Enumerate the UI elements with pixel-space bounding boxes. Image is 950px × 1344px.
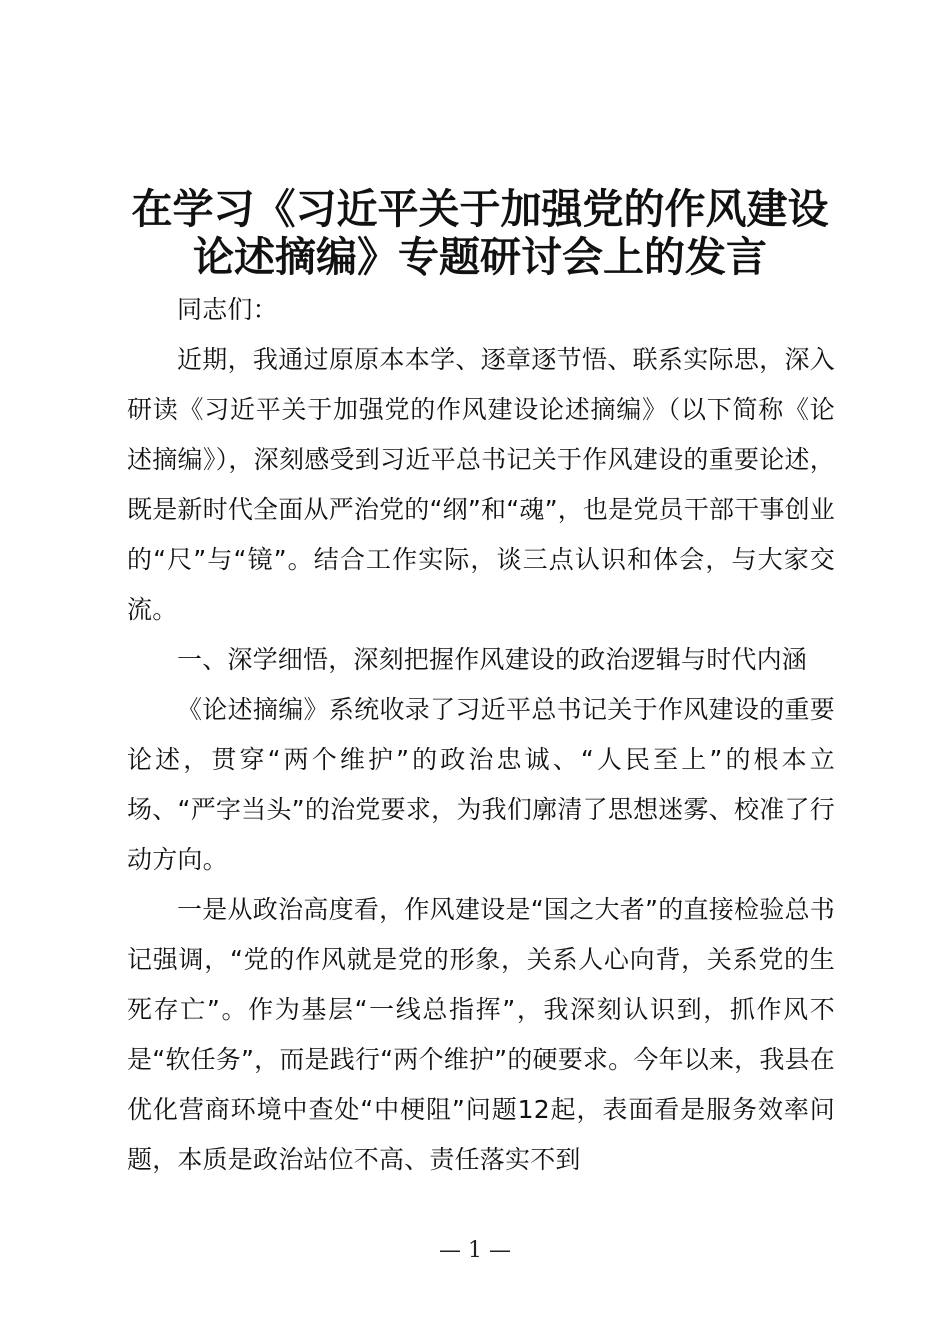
- section-heading-1: 一、深学细悟，深刻把握作风建设的政治逻辑与时代内涵: [177, 645, 808, 674]
- document-title-line-2: 论述摘编》专题研讨会上的发言: [193, 233, 767, 281]
- paragraph-intro: 近期，我通过原原本本学、逐章逐节悟、联系实际思，深入研读《习近平关于加强党的作风建设论述摘编》（以下简称《论述摘编》），深刻感受到习近平总书记关于作风建设的重要论述，既是新时代全面从严治党的“纲”和“魂”，也是党员干部干事创业的“尺”与“镜”。结合工作实际，谈三点认识和体会，与大家交流。: [127, 345, 835, 624]
- salutation: 同志们：: [177, 295, 278, 324]
- document-body: [127, 285, 835, 1185]
- paragraph-section-1: 《论述摘编》系统收录了习近平总书记关于作风建设的重要论述，贯穿“两个维护”的政治忠诚、“人民至上”的根本立场、“严字当头”的治党要求，为我们廓清了思想迷雾、校准了行动方向。: [127, 695, 835, 874]
- page-number: — 1 —: [439, 1238, 511, 1263]
- paragraph-point-1: 一是从政治高度看，作风建设是“国之大者”的直接检验总书记强调，“党的作风就是党的形象，关系人心向背，关系党的生死存亡”。作为基层“一线总指挥”，我深刻认识到，抓作风不是“软任务”，而是践行“两个维护”的硬要求。今年以来，我县在优化营商环境中查处“中梗阻”问题12起，表面看是服务效率问题，本质是政治站位不高、责任落实不到: [127, 895, 835, 1174]
- document-title-line-1: 在学习《习近平关于加强党的作风建设: [131, 185, 829, 233]
